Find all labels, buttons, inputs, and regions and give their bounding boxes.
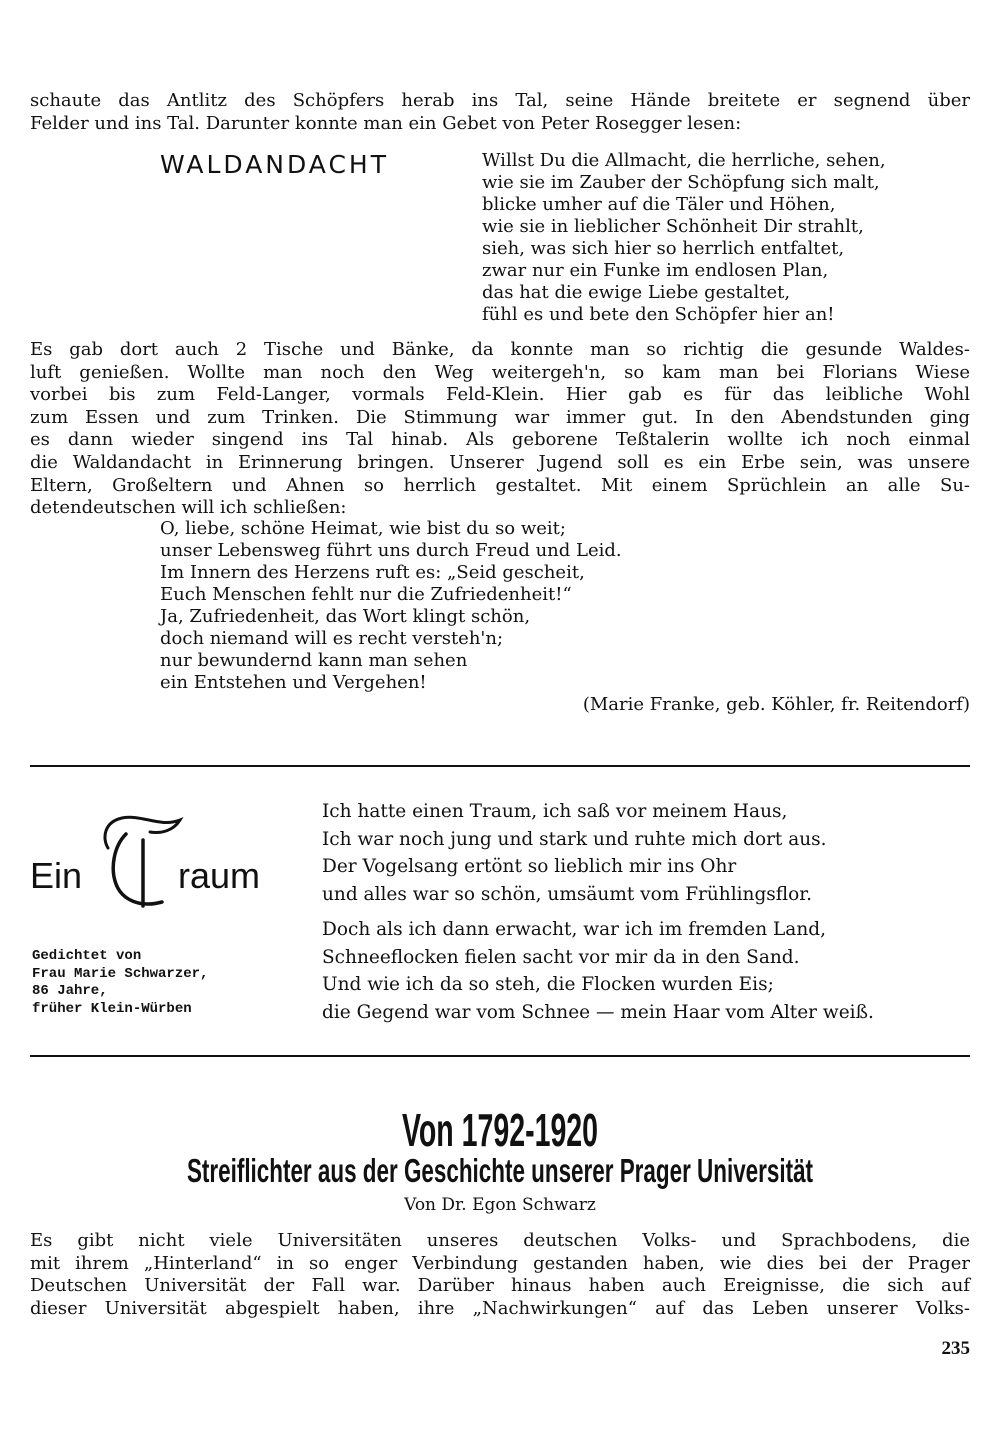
- article-subtitle: Streiflichter aus der Geschichte unserer Prager Universität: [186, 1152, 814, 1189]
- article-line: mit ihrem „Hinterland“ in so enger Verbindung gestanden haben, wie dies bei der Prager: [30, 1252, 970, 1274]
- body-line: die Waldandacht in Erinnerung bringen. Unserer Jugend soll es ein Erbe sein, was unsere: [30, 451, 970, 473]
- body-line: Es gab dort auch 2 Tische und Bänke, da konnte man so richtig die gesunde Waldes-: [30, 339, 970, 360]
- waldandacht-title: WALDANDACHT: [160, 150, 389, 179]
- stanza-line: Schneeflocken fielen sacht vor mir da in den Sand.: [322, 946, 800, 968]
- stanza-line: Der Vogelsang ertönt so lieblich mir ins Ohr: [322, 856, 737, 877]
- stanza-line: Ich hatte einen Traum, ich saß vor meinem Haus,: [322, 801, 788, 822]
- intro-paragraph: [30, 90, 970, 135]
- poem-attribution: (Marie Franke, geb. Köhler, fr. Reitendorf): [582, 694, 970, 715]
- verse-line: sieh, was sich hier so herrlich entfaltet,: [482, 238, 845, 259]
- waldandacht-verse: [482, 150, 886, 326]
- poem-line: doch niemand will es recht versteh'n;: [160, 628, 504, 649]
- poem-line: Euch Menschen fehlt nur die Zufriedenheit!“: [160, 584, 572, 605]
- body-line: vorbei bis zum Feld-Langer, vormals Feld-Klein. Hier gab es für das leibliche Wohl: [30, 384, 970, 406]
- credit-line: Frau Marie Schwarzer,: [32, 965, 209, 982]
- article-title: Von 1792-1920: [401, 1104, 599, 1156]
- intro-line: Felder und ins Tal. Darunter konnte man ein Gebet von Peter Rosegger lesen:: [30, 112, 742, 134]
- poem-line: Ja, Zufriedenheit, das Wort klingt schön,: [160, 606, 531, 627]
- stanza-line: Und wie ich da so steh, die Flocken wurden Eis;: [322, 974, 774, 995]
- body-line: luft genießen. Wollte man noch den Weg weitergeh'n, so kam man bei Florians Wiese: [30, 361, 970, 383]
- body-line: es dann wieder singend ins Tal hinab. Als geborene Teßtalerin wollte ich noch einmal: [30, 429, 970, 451]
- stanza-line: und alles war so schön, umsäumt vom Frühlingsflor.: [322, 883, 812, 905]
- stanza-line: die Gegend war vom Schnee — mein Haar vom Alter weiß.: [322, 1001, 874, 1023]
- traum-title-left: Ein: [30, 855, 83, 896]
- poem-line: Im Innern des Herzens ruft es: „Seid gescheit,: [160, 562, 585, 583]
- page-number: 235: [941, 1338, 970, 1359]
- poem-line: unser Lebensweg führt uns durch Freud und Leid.: [160, 540, 622, 561]
- article-line: Deutschen Universität der Fall war. Darüber hinaus haben auch Ereignisse, die sich auf: [30, 1275, 970, 1297]
- stanza-line: Ich war noch jung und stark und ruhte mich dort aus.: [322, 828, 827, 850]
- verse-line: das hat die ewige Liebe gestaltet,: [482, 282, 791, 303]
- stanza-line: Doch als ich dann erwacht, war ich im fremden Land,: [322, 919, 826, 940]
- verse-line: fühl es und bete den Schöpfer hier an!: [482, 304, 835, 325]
- heimat-poem: [160, 518, 622, 694]
- body-line: Eltern, Großeltern und Ahnen so herrlich gestaltet. Mit einem Sprüchlein an alle Su-: [30, 474, 970, 496]
- traum-credit: [32, 948, 208, 1018]
- poem-line: O, liebe, schöne Heimat, wie bist du so weit;: [160, 518, 566, 539]
- traum-title: [30, 810, 280, 920]
- credit-line: 86 Jahre,: [32, 983, 108, 999]
- section-divider: [30, 1055, 970, 1057]
- body-paragraph: [30, 339, 970, 520]
- verse-line: wie sie im Zauber der Schöpfung sich malt,: [482, 172, 880, 193]
- body-line: detendeutschen will ich schließen:: [30, 497, 347, 519]
- traum-title-right: raum: [178, 855, 261, 896]
- credit-line: Gedichtet von: [32, 948, 142, 964]
- verse-line: wie sie in lieblicher Schönheit Dir strahlt,: [482, 216, 864, 237]
- verse-line: zwar nur ein Funke im endlosen Plan,: [482, 260, 829, 281]
- traum-stanza-1: [322, 798, 827, 908]
- article-line: dieser Universität abgespielt haben, ihre „Nachwirkungen“ auf das Leben unserer Volks-: [30, 1297, 970, 1319]
- article-paragraph: [30, 1230, 970, 1320]
- article-byline: Von Dr. Egon Schwarz: [404, 1195, 596, 1215]
- verse-line: blicke umher auf die Täler und Höhen,: [482, 194, 836, 215]
- section-divider: [30, 765, 970, 767]
- article-line: Es gibt nicht viele Universitäten unseres deutschen Volks- und Sprachbodens, die: [30, 1230, 970, 1251]
- poem-line: nur bewundernd kann man sehen: [160, 650, 468, 671]
- poem-line: ein Entstehen und Vergehen!: [160, 672, 427, 693]
- credit-line: früher Klein-Würben: [32, 1000, 192, 1017]
- body-line: zum Essen und zum Trinken. Die Stimmung war immer gut. In den Abendstunden ging: [30, 406, 970, 428]
- verse-line: Willst Du die Allmacht, die herrliche, sehen,: [482, 150, 886, 171]
- traum-stanza-2: [322, 916, 874, 1026]
- intro-line: schaute das Antlitz des Schöpfers herab ins Tal, seine Hände breitete er segnend über: [30, 90, 970, 111]
